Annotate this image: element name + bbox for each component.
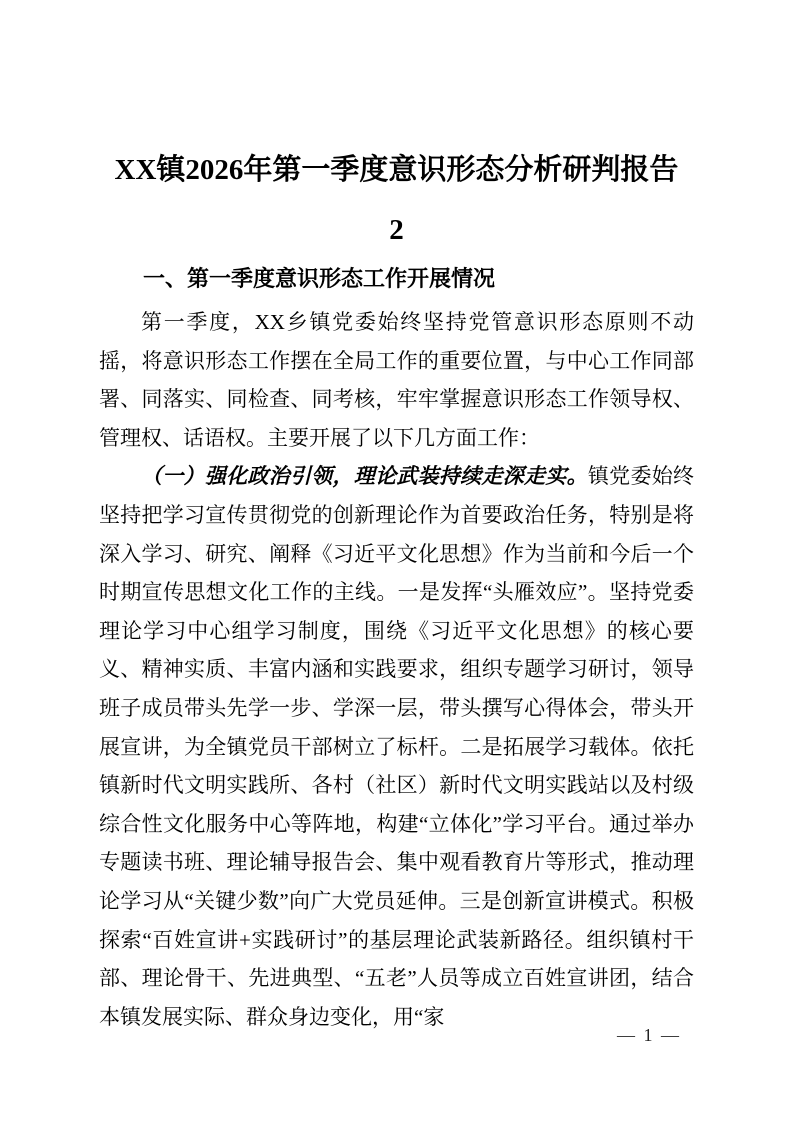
- document-title: [99, 0, 694, 260]
- paragraph-item-one-body: 镇党委始终坚持把学习宣传贯彻党的创新理论作为首要政治任务，特别是将深入学习、研究、阐释《习近平文化思想》作为当前和今后一个时期宣传思想文化工作的主线。一是发挥“头雁效应”。坚持党委理论学习中心组学习制度，围绕《习近平文化思想》的核心要义、精神实质、丰富内涵和实践要求，组织专题学习研讨，领导班子成员带头先学一步、学深一层，带头撰写心得体会，带头开展宣讲，为全镇党员干部树立了标杆。二是拓展学习载体。依托镇新时代文明实践所、各村（社区）新时代文明实践站以及村级综合性文化服务中心等阵地，构建“立体化”学习平台。通过举办专题读书班、理论辅导报告会、集中观看教育片等形式，推动理论学习从“关键少数”向广大党员延伸。三是创新宣讲模式。积极探索“百姓宣讲+实践研讨”的基层理论武装新路径。组织镇村干部、理论骨干、先进典型、“五老”人员等成立百姓宣讲团，结合本镇发展实际、群众身边变化，用“家: [99, 464, 695, 1029]
- document-title-line1: XX镇2026年第一季度意识形态分析研判报告: [114, 154, 679, 186]
- paragraph-item-one: [99, 457, 694, 1036]
- document-content: [99, 0, 694, 1036]
- section-heading: 一、第一季度意识形态工作开展情况: [143, 266, 496, 291]
- page-number: — 1 —: [617, 1025, 681, 1045]
- paragraph-item-one-lead: （一）强化政治引领，理论武装持续走深走实。: [141, 464, 588, 489]
- paragraph-overview: 第一季度，XX乡镇党委始终坚持党管意识形态原则不动摇，将意识形态工作摆在全局工作的重要位置，与中心工作同部署、同落实、同检查、同考核，牢牢掌握意识形态工作领导权、管理权、话语权。主要开展了以下几方面工作：: [99, 310, 694, 450]
- document-title-line2: 2: [389, 214, 404, 246]
